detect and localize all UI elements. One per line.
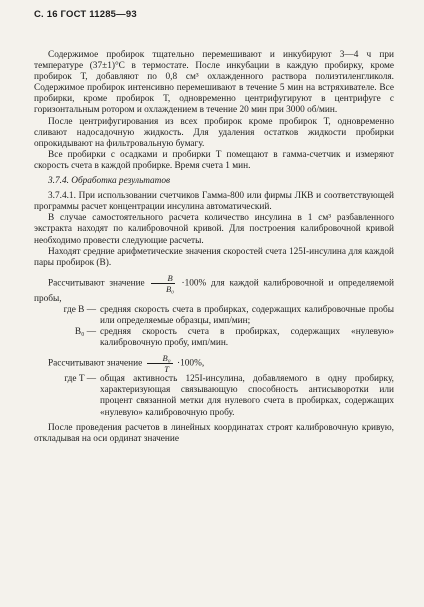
body-text [34,50,394,445]
formula-line [34,273,394,305]
fraction [147,353,173,374]
section-heading: 3.7.4. Обработка результатов [48,176,171,187]
definition-row [34,305,394,327]
paragraph: После проведения расчетов в линейных координатах строят калибровочную кривую, откладывая на оси ординат значение [34,422,394,444]
definition-text: средняя скорость счета в пробирках, содержащих «нулевую» калибровочную пробу, имп/мин. [100,327,394,349]
page-header: С. 16 ГОСТ 11285—93 [34,9,137,20]
definition-term: B₀ — [74,327,96,338]
fraction-numerator: B₀ [147,353,173,364]
paragraph: Находят средние арифметические значения скоростей счета 125I-инсулина для каждой пары пробирок (B). [34,246,394,268]
definition-term: где B — [63,304,96,315]
fraction-denominator: B₀ [165,283,175,294]
fraction-numerator: B [151,273,174,284]
definition-text: средняя скорость счета в пробирках, содержащих калибровочные пробы или определяемые образцы, имп/мин; [100,304,394,326]
formula-prefix: Рассчитывают значение [48,358,143,369]
paragraph: Содержимое пробирок тщательно перемешивают и инкубируют 3—4 ч при температуре (37±1)°С в термостате. После инкубации в каждую пробирку, кроме пробирок Т, добавляют по 0,8 см³ охлажденного раствора полиэтиленгликоля. Содержимое пробирок интенсивно перемешивают в течение 5 мин на встряхивателе. Все пробирки, кроме пробирок Т, одновременно центрифугируют в центрифуге с горизонтальным ротором и охлаждением в течение 20 мин при 3000 об/мин. [34,50,394,116]
definition-term: где T — [64,374,96,385]
definition-row [34,327,394,349]
definition-text: общая активность 125I-инсулина, добавляемого в одну пробирку, характеризующая связывающую способность антисыворотки или процент связанной метки для нулевого счета в пробирках, содержащих «нулевую» калибровочную пробу. [100,374,394,418]
formula-line [34,353,394,374]
formula-suffix: ·100% для каждой калибровочной и определяемой пробы, [34,278,394,304]
fraction-denominator: T [164,364,169,375]
formula-suffix: ·100%, [177,358,205,369]
paragraph: 3.7.4.1. При использовании счетчиков Гамма-800 или фирмы ЛКВ и соответствующей программы расчет концентрации инсулина автоматический. [34,191,394,213]
formula-prefix: Рассчитывают значение [48,278,145,289]
paragraph: В случае самостоятельного расчета количество инсулина в 1 см³ разбавленного экстракта находят по калибровочной кривой. Для построения калибровочной кривой необходимо провести следующие расчеты. [34,213,394,246]
fraction [151,273,174,294]
definition-row [34,374,394,418]
paragraph: Все пробирки с осадками и пробирки Т помещают в гамма-счетчик и измеряют скорость счета в каждой пробирке. Время счета 1 мин. [34,149,394,171]
paragraph: После центрифугирования из всех пробирок кроме пробирок Т, одновременно сливают надосадочную жидкость. Для удаления остатков жидкости пробирки опрокидывают на фильтровальную бумагу. [34,116,394,149]
